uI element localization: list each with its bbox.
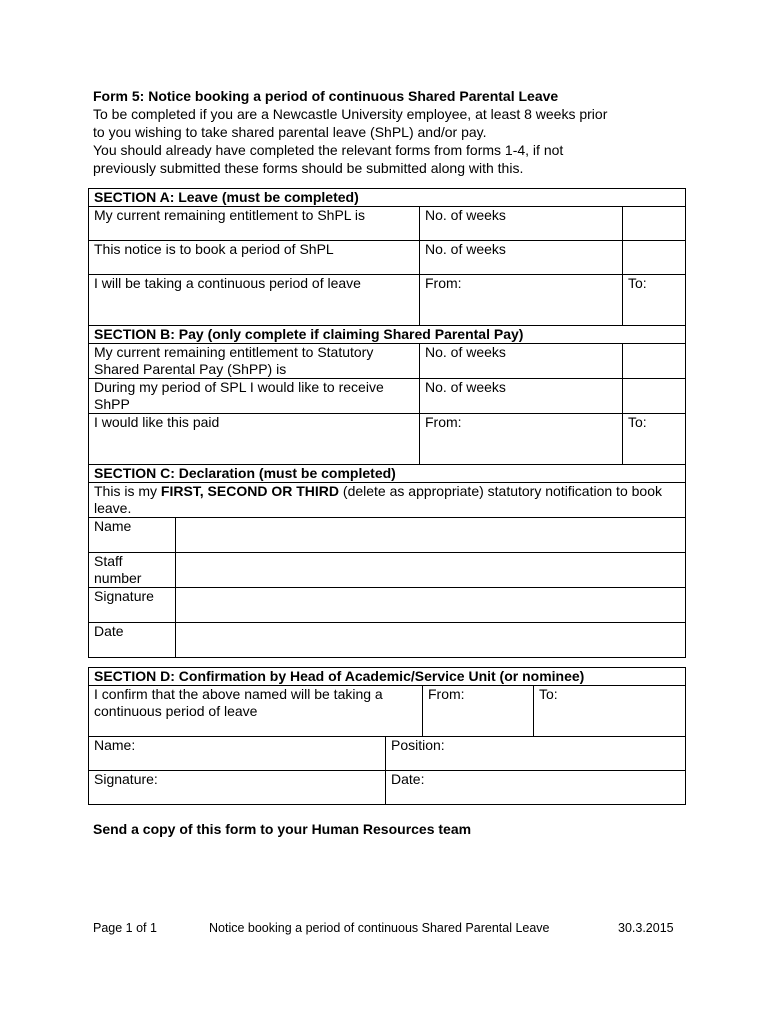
- section-a-entitlement-weeks-input[interactable]: [623, 207, 686, 241]
- section-d-date-field[interactable]: Date:: [386, 771, 686, 805]
- section-c-signature-label: Signature: [89, 588, 176, 623]
- section-c-declaration: [89, 483, 686, 518]
- section-d-signature-field[interactable]: Signature:: [89, 771, 386, 805]
- section-d-position-field[interactable]: Position:: [386, 737, 686, 771]
- intro-line-1: To be completed if you are a Newcastle University employee, at least 8 weeks prior: [93, 106, 608, 122]
- section-a-heading: SECTION A: Leave (must be completed): [89, 189, 686, 207]
- send-instruction: Send a copy of this form to your Human Resources team: [93, 821, 472, 837]
- form-title: Form 5: Notice booking a period of continuous Shared Parental Leave: [93, 88, 559, 104]
- section-b-paid-label: I would like this paid: [89, 414, 420, 465]
- intro-line-4: previously submitted these forms should be submitted along with this.: [93, 160, 524, 176]
- section-c-staff-number-input[interactable]: [176, 553, 686, 588]
- section-b-entitlement-label: My current remaining entitlement to Statutory Shared Parental Pay (ShPP) is: [89, 344, 420, 379]
- section-b-receive-label: During my period of SPL I would like to receive ShPP: [89, 379, 420, 414]
- section-b-receive-weeks-input[interactable]: [623, 379, 686, 414]
- section-d-to-field[interactable]: To:: [534, 686, 686, 737]
- section-d-name-field[interactable]: Name:: [89, 737, 386, 771]
- section-c-date-label: Date: [89, 623, 176, 658]
- section-b-heading: SECTION B: Pay (only complete if claiming Shared Parental Pay): [89, 326, 686, 344]
- confirmation-table: [88, 667, 686, 805]
- section-a-period-label: I will be taking a continuous period of leave: [89, 275, 420, 326]
- declaration-text-start: This is my: [94, 483, 161, 499]
- section-a-entitlement-weeks-label: No. of weeks: [420, 207, 623, 241]
- section-b-entitlement-weeks-label: No. of weeks: [420, 344, 623, 379]
- section-a-booking-label: This notice is to book a period of ShPL: [89, 241, 420, 275]
- section-b-receive-weeks-label: No. of weeks: [420, 379, 623, 414]
- section-c-signature-input[interactable]: [176, 588, 686, 623]
- section-c-staff-number-label: Staff number: [89, 553, 176, 588]
- section-b-to-field[interactable]: To:: [623, 414, 686, 465]
- footer-title: Notice booking a period of continuous Shared Parental Leave: [209, 921, 550, 935]
- intro-line-3: You should already have completed the relevant forms from forms 1-4, if not: [93, 142, 564, 158]
- section-c-heading: SECTION C: Declaration (must be completed): [89, 465, 686, 483]
- section-a-from-field[interactable]: From:: [420, 275, 623, 326]
- section-a-booking-weeks-label: No. of weeks: [420, 241, 623, 275]
- section-c-date-input[interactable]: [176, 623, 686, 658]
- footer-page-number: Page 1 of 1: [93, 921, 157, 935]
- section-a-booking-weeks-input[interactable]: [623, 241, 686, 275]
- section-b-entitlement-weeks-input[interactable]: [623, 344, 686, 379]
- intro-block: [93, 87, 693, 177]
- declaration-notification-options: FIRST, SECOND OR THIRD: [160, 483, 340, 499]
- leave-pay-declaration-table: [88, 188, 686, 658]
- section-d-confirm-text: I confirm that the above named will be taking a continuous period of leave: [89, 686, 423, 737]
- section-d-from-field[interactable]: From:: [423, 686, 534, 737]
- section-d-heading: SECTION D: Confirmation by Head of Academic/Service Unit (or nominee): [89, 668, 686, 686]
- section-a-to-field[interactable]: To:: [623, 275, 686, 326]
- footer-date: 30.3.2015: [618, 921, 674, 935]
- intro-line-2: to you wishing to take shared parental leave (ShPL) and/or pay.: [93, 124, 487, 140]
- section-c-name-input[interactable]: [176, 518, 686, 553]
- section-a-entitlement-label: My current remaining entitlement to ShPL is: [89, 207, 420, 241]
- declaration-text-end: (delete as appropriate) statutory notification to book leave.: [94, 483, 662, 516]
- section-c-name-label: Name: [89, 518, 176, 553]
- section-b-from-field[interactable]: From:: [420, 414, 623, 465]
